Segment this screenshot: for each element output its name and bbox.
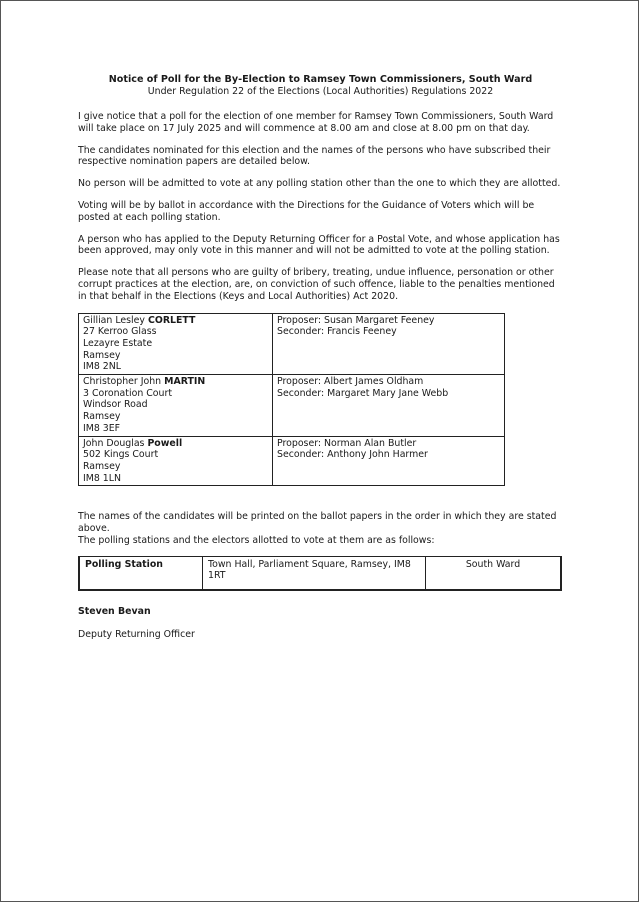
proposer: Proposer: Susan Margaret Feeney xyxy=(277,314,435,326)
candidate-cell xyxy=(79,313,273,375)
subscribers-cell xyxy=(273,313,505,375)
candidate-surname: MARTIN xyxy=(164,376,206,388)
proposer: Proposer: Norman Alan Butler xyxy=(277,437,417,449)
candidate-name xyxy=(83,315,268,327)
polling-station-location: Town Hall, Parliament Square, Ramsey, IM8 1RT xyxy=(203,557,426,591)
address-line: Ramsey xyxy=(83,411,121,423)
notice-subtitle: Under Regulation 22 of the Elections (Local Authorities) Regulations 2022 xyxy=(147,86,494,97)
polling-station-ward: South Ward xyxy=(426,557,562,591)
address-line: Ramsey xyxy=(83,461,121,472)
candidate-cell xyxy=(79,375,273,437)
table-row xyxy=(79,436,505,486)
address-line: Windsor Road xyxy=(83,399,148,411)
candidate-forenames: Christopher John xyxy=(83,376,162,388)
subscribers-cell xyxy=(273,436,505,486)
candidate-forenames: Gillian Lesley xyxy=(83,314,145,326)
signer-name: Steven Bevan xyxy=(78,606,151,618)
ballot-order-note xyxy=(78,511,563,547)
table-row xyxy=(79,375,505,437)
address-line: 502 Kings Court xyxy=(83,449,159,461)
candidates-table xyxy=(78,313,505,487)
subscribers-cell xyxy=(273,375,505,437)
address-line: Ramsey xyxy=(83,349,121,361)
paragraph-candidates-intro: The candidates nominated for this election and the names of the persons who have subscribed their respective nomination papers are detailed below. xyxy=(78,144,551,168)
polling-station-label: Polling Station xyxy=(79,557,203,591)
candidate-surname: CORLETT xyxy=(147,314,196,326)
polling-intro-text: The polling stations and the electors allotted to vote at them are as follows: xyxy=(78,535,435,547)
candidate-name xyxy=(83,376,268,388)
ballot-order-text: The names of the candidates will be printed on the ballot papers in the order in which they are stated above. xyxy=(78,511,557,535)
address-line: 3 Coronation Court xyxy=(83,387,172,399)
address-line: IM8 3EF xyxy=(83,422,121,434)
address-line: 27 Kerroo Glass xyxy=(83,326,157,338)
paragraph-postal-vote: A person who has applied to the Deputy Returning Officer for a Postal Vote, and whose application has been approved, may only vote in this manner and will not be admitted to vote at the polling station. xyxy=(78,233,560,257)
signer-role: Deputy Returning Officer xyxy=(78,629,195,641)
address-line: Lezayre Estate xyxy=(83,337,153,349)
candidate-surname: Powell xyxy=(147,437,183,449)
polling-station-table xyxy=(78,556,562,591)
notice-document xyxy=(78,74,563,640)
proposer: Proposer: Albert James Oldham xyxy=(277,376,424,388)
paragraph-ballot-voting: Voting will be by ballot in accordance with the Directions for the Guidance of Voters which will be posted at each polling station. xyxy=(78,199,535,223)
address-line: IM8 2NL xyxy=(83,361,121,373)
candidate-name xyxy=(83,438,268,450)
seconder: Seconder: Margaret Mary Jane Webb xyxy=(277,387,449,399)
address-line: IM8 1LN xyxy=(83,472,121,484)
table-row xyxy=(79,557,561,591)
table-row xyxy=(79,313,505,375)
seconder: Seconder: Anthony John Harmer xyxy=(277,449,428,461)
paragraph-poll-notice: I give notice that a poll for the election of one member for Ramsey Town Commissioners, South Ward will take place on 17 July 2025 and will commence at 8.00 am and close at 8.00 pm on that day. xyxy=(78,111,554,134)
paragraph-penalties: Please note that all persons who are guilty of bribery, treating, undue influence, personation or other corrupt practices at the election, are, on conviction of such offence, liable to the penalties mentioned in that behalf in the Elections (Keys and Local Authorities) Act 2020. xyxy=(78,267,555,302)
paragraph-station-rule: No person will be admitted to vote at any polling station other than the one to which they are allotted. xyxy=(78,178,561,190)
candidate-forenames: John Douglas xyxy=(83,437,145,449)
seconder: Seconder: Francis Feeney xyxy=(277,326,397,338)
candidate-cell xyxy=(79,436,273,486)
notice-title: Notice of Poll for the By-Election to Ramsey Town Commissioners, South Ward xyxy=(108,74,533,85)
